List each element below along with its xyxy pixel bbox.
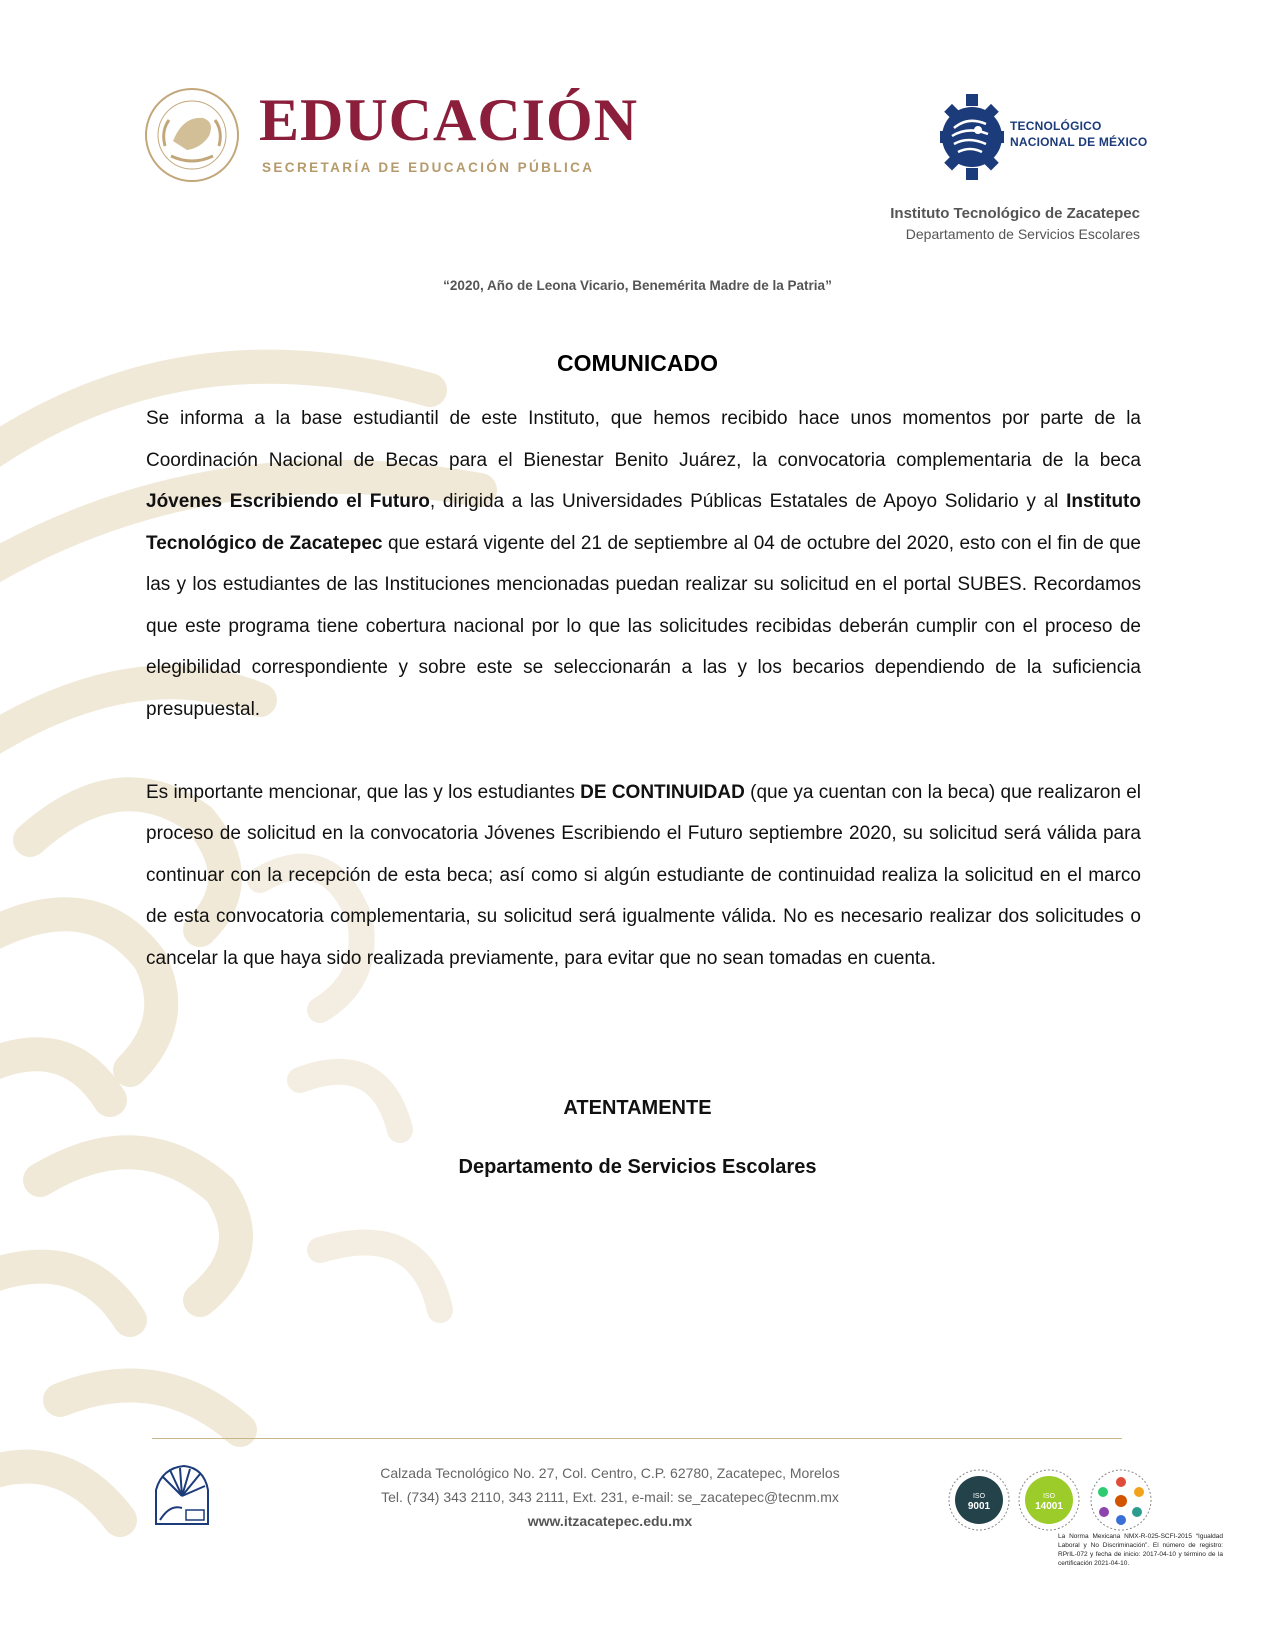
- footer-phone-email: Tel. (734) 343 2110, 343 2111, Ext. 231, e-mail: se_zacatepec@tecnm.mx: [381, 1489, 839, 1505]
- paragraph-2-bold-continuity: DE CONTINUIDAD: [580, 781, 745, 803]
- itz-footer-logo-icon: [150, 1460, 212, 1528]
- footer-address: Calzada Tecnológico No. 27, Col. Centro, C.P. 62780, Zacatepec, Morelos: [380, 1465, 840, 1481]
- document-title: COMUNICADO: [557, 350, 718, 376]
- paragraph-1-text-c: que estará vigente del 21 de septiembre al 04 de octubre del 2020, esto con el fin de que las y los estudiantes de las Instituciones mencionadas puedan realizar su solicitud en el portal SUBES. Recordamos que este programa tiene cobertura nacional por lo que las solicitudes recibidas deberán cumplir con el proceso de elegibilidad correspondiente y sobre este se seleccionarán a las y los becarios dependiendo de la suficiencia presupuestal.: [146, 532, 1142, 720]
- department-name: Departamento de Servicios Escolares: [905, 226, 1140, 242]
- iso-9001-number: 9001: [967, 1501, 991, 1512]
- iso-9001-prefix: ISO: [972, 1493, 986, 1500]
- footer-website: www.itzacatepec.edu.mx: [527, 1513, 693, 1529]
- paragraph-1-text-b: , dirigida a las Universidades Públicas Estatales de Apoyo Solidario y al: [429, 491, 1067, 512]
- sep-logo: [143, 86, 639, 186]
- paragraph-2-text-b: (que ya cuentan con la beca) que realizaron el proceso de solicitud en la convocatoria Jóvenes Escribiendo el Futuro septiembre 2020, su solicitud será válida para continuar con la recepción de esta beca; así como si algún estudiante de continuidad realiza la solicitud en el marco de esta convocatoria complementaria, su solicitud será igualmente válida. No es necesario realizar dos solicitudes o cancelar la que haya sido realizada previamente, para evitar que no sean tomadas en cuenta.: [146, 781, 1141, 969]
- sep-title: EDUCACIÓN: [259, 87, 639, 153]
- sep-subtitle: SECRETARÍA DE EDUCACIÓN PÚBLICA: [262, 160, 595, 175]
- signature-department: Departamento de Servicios Escolares: [458, 1156, 817, 1178]
- footer-divider: [152, 1438, 1122, 1439]
- iso-14001-prefix: ISO: [1042, 1493, 1056, 1500]
- iso-14001-number: 14001: [1035, 1501, 1063, 1512]
- year-motto: “2020, Año de Leona Vicario, Benemérita Madre de la Patria”: [443, 278, 832, 293]
- tecnm-gear-icon: [940, 94, 1004, 180]
- paragraph-1-bold-institute: Instituto Tecnológico de Zacatepec: [146, 491, 1141, 554]
- paragraph-1-text-a: Se informa a la base estudiantil de este Instituto, que hemos recibido hace unos momentos por parte de la Coordinación Nacional de Becas para el Bienestar Benito Juárez, la convocatoria complementaria de la beca: [146, 408, 1141, 471]
- equality-badge: [1091, 1470, 1151, 1530]
- tecnm-line2: NACIONAL DE MÉXICO: [1010, 135, 1148, 149]
- paragraph-2: [146, 772, 1141, 980]
- footer-contact: [310, 1461, 910, 1533]
- certification-badges: [945, 1460, 1175, 1540]
- paragraph-2-text-a: Es importante mencionar, que las y los estudiantes: [146, 781, 581, 803]
- paragraph-1-bold-program: Jóvenes Escribiendo el Futuro: [146, 491, 430, 512]
- mexico-seal-icon: [143, 86, 241, 184]
- institute-name: Instituto Tecnológico de Zacatepec: [890, 205, 1140, 222]
- iso-14001-badge: [1019, 1470, 1079, 1530]
- certification-note: La Norma Mexicana NMX-R-025-SCFI-2015 “Igualdad Laboral y No Discriminación”. El número de registro: RPrIL-072 y fecha de inicio: 2017-04-10 y término de la certificación 2021-04-10.: [1058, 1533, 1223, 1567]
- tecnm-wordmark: [1010, 118, 1147, 150]
- paragraph-1: [146, 398, 1141, 730]
- iso-9001-badge: [949, 1470, 1009, 1530]
- closing-salutation: ATENTAMENTE: [563, 1097, 712, 1119]
- tecnm-logo: [940, 94, 1155, 184]
- document-body: [146, 398, 1141, 979]
- tecnm-line1: TECNOLÓGICO: [1010, 119, 1102, 133]
